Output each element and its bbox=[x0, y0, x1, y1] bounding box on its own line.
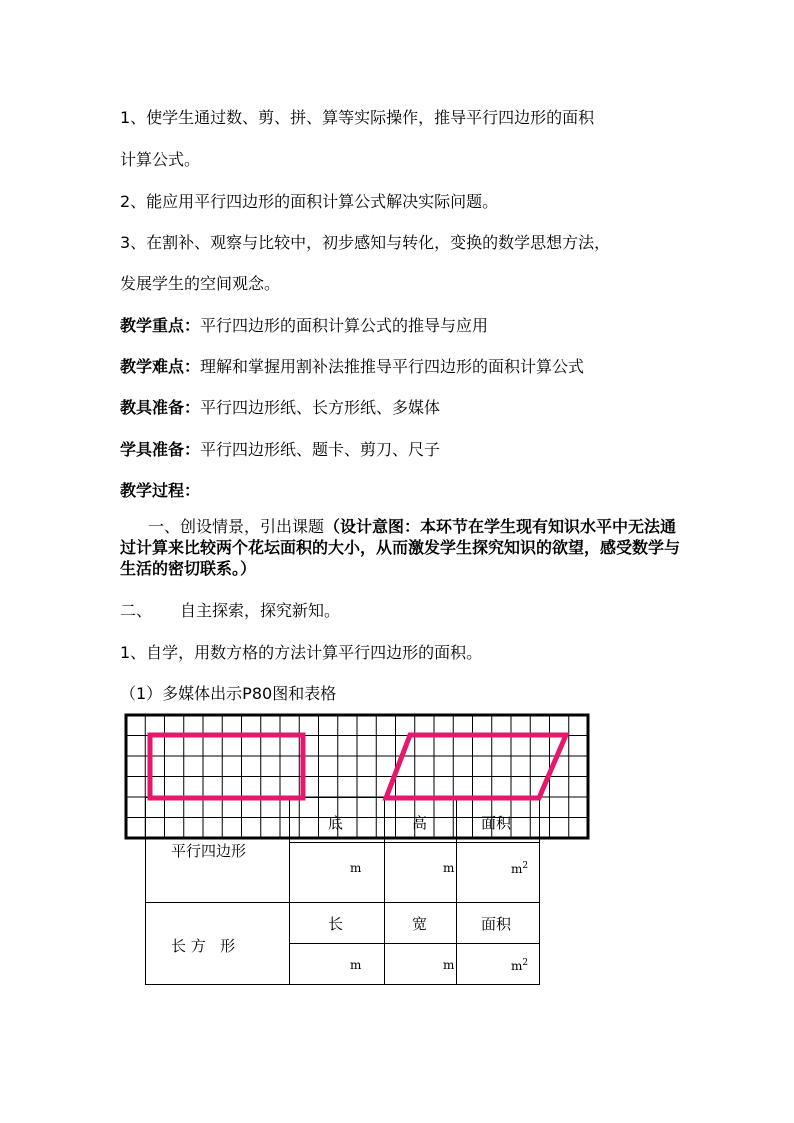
objective-line-5: 发展学生的空间观念。 bbox=[120, 274, 281, 293]
rectangle-label: 长 方 形 bbox=[171, 937, 236, 955]
student-tools-label: 学具准备： bbox=[120, 440, 201, 459]
objective-line-2: 计算公式。 bbox=[120, 150, 201, 169]
difficulty bbox=[120, 357, 584, 377]
area-header-2: 面积 bbox=[481, 915, 512, 933]
header2-area-cell bbox=[457, 903, 540, 944]
student-tools bbox=[120, 440, 440, 460]
length-header: 长 bbox=[328, 915, 344, 933]
height-value-cell bbox=[385, 843, 457, 903]
header2-width-cell bbox=[385, 903, 457, 944]
student-tools-text: 平行四边形纸、题卡、剪刀、尺子 bbox=[200, 440, 441, 459]
key-point-text: 平行四边形的面积计算公式的推导与应用 bbox=[200, 316, 489, 335]
objective-line-3: 2、能应用平行四边形的面积计算公式解决实际问题。 bbox=[120, 192, 499, 211]
width-value-cell bbox=[385, 944, 457, 985]
length-unit: m bbox=[350, 958, 362, 972]
section2-heading bbox=[120, 601, 340, 621]
teacher-tools bbox=[120, 398, 440, 418]
base-header: 底 bbox=[328, 814, 344, 832]
section1-title: 一、创设情景，引出课题 bbox=[148, 517, 325, 536]
grid-figure bbox=[124, 713, 590, 840]
base-value-cell bbox=[290, 843, 385, 903]
teacher-tools-label: 教具准备： bbox=[120, 398, 201, 417]
width-unit: m bbox=[443, 958, 455, 972]
objective-line-4: 3、在割补、观察与比较中，初步感知与转化，变换的数学思想方法， bbox=[120, 233, 611, 252]
section1-note: （设计意图：本环节在学生现有知识水平中无法通过计算来比较两个花坛面积的大小，从而激发学生探究知识的欲望，感受数学与生活的密切联系。） bbox=[120, 517, 681, 578]
width-header: 宽 bbox=[412, 915, 428, 933]
parallelogram-label: 平行四边形 bbox=[171, 842, 247, 860]
height-header: 高 bbox=[412, 814, 428, 832]
section1-paragraph bbox=[120, 516, 680, 579]
height-unit: m bbox=[443, 861, 455, 875]
parallelogram-shape bbox=[386, 735, 566, 798]
step1-line: 1、自学，用数方格的方法计算平行四边形的面积。 bbox=[120, 643, 483, 662]
area-value-cell-2 bbox=[457, 944, 540, 985]
step1-sub-line: （1）多媒体出示P80图和表格 bbox=[120, 684, 337, 703]
header2-length-cell bbox=[290, 903, 385, 944]
row2-label-cell bbox=[146, 903, 290, 985]
section2-title: 自主探索，探究新知。 bbox=[180, 601, 341, 620]
section2-number: 二、 bbox=[120, 601, 153, 620]
area-unit-1: $m^2$ bbox=[511, 861, 529, 876]
key-point bbox=[120, 316, 488, 336]
difficulty-label: 教学难点： bbox=[120, 357, 201, 376]
teacher-tools-text: 平行四边形纸、长方形纸、多媒体 bbox=[200, 398, 441, 417]
base-unit: m bbox=[350, 861, 362, 875]
area-unit-2: $m^2$ bbox=[511, 958, 529, 973]
area-value-cell bbox=[457, 843, 540, 903]
difficulty-text: 理解和掌握用割补法推推导平行四边形的面积计算公式 bbox=[200, 357, 585, 376]
process-label: 教学过程： bbox=[120, 481, 201, 500]
objective-line-1: 1、使学生通过数、剪、拼、算等实际操作，推导平行四边形的面积 bbox=[120, 108, 595, 127]
area-header-1: 面积 bbox=[481, 814, 512, 832]
length-value-cell bbox=[290, 944, 385, 985]
key-point-label: 教学重点： bbox=[120, 316, 201, 335]
